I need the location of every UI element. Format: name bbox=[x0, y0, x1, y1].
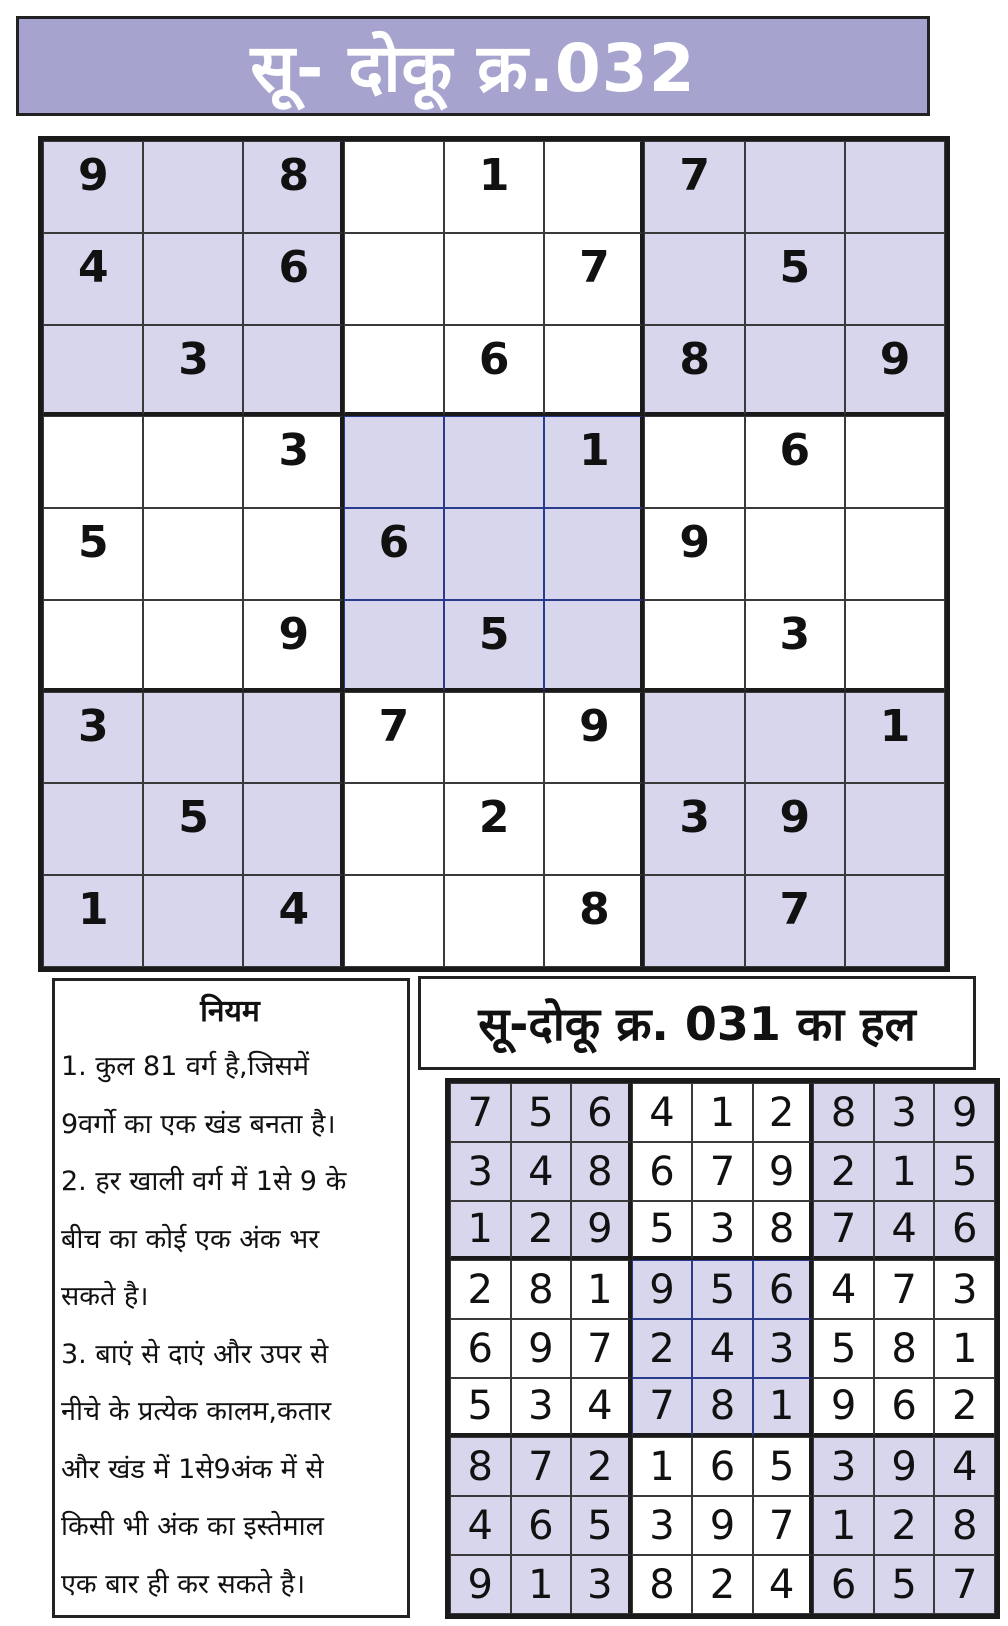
puzzle-cell[interactable] bbox=[243, 600, 343, 692]
cell-digit: 9 bbox=[679, 517, 710, 569]
solution-cell bbox=[813, 1083, 874, 1142]
cell-digit: 3 bbox=[178, 333, 209, 385]
solution-cell bbox=[753, 1319, 814, 1378]
puzzle-cell[interactable] bbox=[845, 508, 945, 600]
puzzle-cell[interactable] bbox=[745, 141, 845, 233]
puzzle-cell[interactable] bbox=[143, 783, 243, 875]
puzzle-cell[interactable] bbox=[143, 508, 243, 600]
cell-digit: 7 bbox=[587, 1325, 613, 1372]
cell-digit: 1 bbox=[478, 150, 510, 201]
cell-digit: 3 bbox=[951, 1266, 978, 1313]
puzzle-cell[interactable] bbox=[243, 141, 343, 233]
cell-digit: 1 bbox=[78, 884, 109, 936]
cell-digit: 7 bbox=[378, 700, 410, 752]
solution-cell bbox=[874, 1260, 935, 1319]
puzzle-cell[interactable] bbox=[43, 325, 143, 417]
puzzle-cell[interactable] bbox=[243, 508, 343, 600]
puzzle-cell[interactable] bbox=[444, 325, 544, 417]
cell-digit: 5 bbox=[467, 1383, 493, 1429]
solution-cell bbox=[511, 1378, 572, 1437]
rule-line: 2. हर खाली वर्ग में 1से 9 के bbox=[61, 1166, 347, 1197]
puzzle-cell[interactable] bbox=[544, 325, 644, 417]
cell-digit: 3 bbox=[278, 425, 310, 477]
puzzle-cell[interactable] bbox=[243, 233, 343, 325]
puzzle-cell[interactable] bbox=[544, 416, 644, 508]
puzzle-cell[interactable] bbox=[43, 141, 143, 233]
cell-digit: 2 bbox=[649, 1325, 675, 1372]
cell-digit: 9 bbox=[467, 1561, 493, 1608]
solution-cell bbox=[753, 1201, 814, 1260]
solution-cell bbox=[450, 1437, 511, 1496]
puzzle-cell[interactable] bbox=[344, 783, 444, 875]
cell-digit: 8 bbox=[467, 1443, 493, 1490]
cell-digit: 5 bbox=[779, 241, 811, 293]
puzzle-cell[interactable] bbox=[43, 692, 143, 784]
cell-digit: 5 bbox=[768, 1443, 795, 1490]
puzzle-title-banner bbox=[16, 16, 930, 116]
solution-cell bbox=[813, 1260, 874, 1319]
rule-line: और खंड में 1से9अंक में से bbox=[61, 1453, 324, 1485]
puzzle-cell[interactable] bbox=[143, 141, 243, 233]
puzzle-cell[interactable] bbox=[644, 875, 744, 967]
cell-digit: 9 bbox=[768, 1148, 795, 1195]
puzzle-cell[interactable] bbox=[845, 141, 945, 233]
puzzle-cell[interactable] bbox=[143, 233, 243, 325]
cell-digit: 1 bbox=[579, 425, 610, 477]
solution-cell bbox=[874, 1437, 935, 1496]
rule-line: 3. बाएं से दाएं और उपर से bbox=[61, 1338, 329, 1370]
puzzle-cell[interactable] bbox=[644, 600, 744, 692]
solution-cell bbox=[450, 1201, 511, 1260]
cell-digit: 7 bbox=[709, 1148, 736, 1195]
puzzle-cell[interactable] bbox=[544, 233, 644, 325]
solution-cell bbox=[813, 1319, 874, 1378]
solution-cell bbox=[692, 1378, 753, 1437]
puzzle-cell[interactable] bbox=[243, 875, 343, 967]
cell-digit: 3 bbox=[78, 700, 109, 752]
puzzle-cell[interactable] bbox=[243, 416, 343, 508]
cell-digit: 1 bbox=[528, 1561, 554, 1608]
cell-digit: 5 bbox=[478, 608, 510, 660]
solution-cell bbox=[753, 1555, 814, 1614]
solution-cell bbox=[692, 1083, 753, 1142]
cell-digit: 3 bbox=[830, 1443, 857, 1490]
cell-digit: 3 bbox=[467, 1148, 493, 1195]
cell-digit: 5 bbox=[709, 1266, 736, 1313]
solution-cell bbox=[511, 1142, 572, 1201]
solution-cell bbox=[511, 1555, 572, 1614]
solution-title-box bbox=[418, 976, 976, 1070]
rule-line: 9वर्गो का एक खंड बनता है। bbox=[61, 1108, 336, 1140]
cell-digit: 1 bbox=[467, 1206, 493, 1252]
cell-digit: 4 bbox=[78, 241, 109, 293]
cell-digit: 8 bbox=[579, 884, 610, 936]
cell-digit: 7 bbox=[679, 150, 710, 201]
puzzle-cell[interactable] bbox=[143, 692, 243, 784]
solution-cell bbox=[874, 1201, 935, 1260]
solution-cell bbox=[753, 1260, 814, 1319]
puzzle-cell[interactable] bbox=[845, 325, 945, 417]
cell-digit: 7 bbox=[779, 884, 811, 936]
cell-digit: 7 bbox=[951, 1561, 978, 1608]
puzzle-cell[interactable] bbox=[845, 875, 945, 967]
cell-digit: 8 bbox=[830, 1089, 857, 1136]
cell-digit: 9 bbox=[830, 1383, 857, 1429]
solution-cell bbox=[753, 1496, 814, 1555]
puzzle-cell[interactable] bbox=[644, 233, 744, 325]
solution-cell bbox=[450, 1142, 511, 1201]
cell-digit: 7 bbox=[579, 241, 610, 293]
cell-digit: 4 bbox=[830, 1266, 857, 1313]
puzzle-cell[interactable] bbox=[444, 141, 544, 233]
solution-cell bbox=[753, 1083, 814, 1142]
cell-digit: 8 bbox=[278, 150, 310, 201]
puzzle-cell[interactable] bbox=[444, 692, 544, 784]
solution-cell bbox=[813, 1378, 874, 1437]
solution-cell bbox=[632, 1319, 693, 1378]
solution-cell bbox=[450, 1083, 511, 1142]
puzzle-cell[interactable] bbox=[544, 783, 644, 875]
rules-heading: नियम bbox=[200, 994, 260, 1029]
cell-digit: 3 bbox=[768, 1325, 795, 1372]
cell-digit: 4 bbox=[709, 1325, 736, 1372]
solution-cell bbox=[511, 1437, 572, 1496]
cell-digit: 6 bbox=[467, 1325, 493, 1372]
cell-digit: 8 bbox=[528, 1266, 554, 1313]
solution-cell bbox=[632, 1555, 693, 1614]
cell-digit: 5 bbox=[891, 1561, 917, 1608]
puzzle-cell[interactable] bbox=[243, 783, 343, 875]
cell-digit: 9 bbox=[951, 1089, 978, 1136]
puzzle-cell[interactable] bbox=[43, 233, 143, 325]
cell-digit: 6 bbox=[779, 425, 811, 477]
puzzle-cell[interactable] bbox=[845, 783, 945, 875]
solution-cell bbox=[450, 1260, 511, 1319]
cell-digit: 5 bbox=[830, 1325, 857, 1372]
puzzle-cell[interactable] bbox=[745, 416, 845, 508]
puzzle-cell[interactable] bbox=[344, 141, 444, 233]
puzzle-cell[interactable] bbox=[444, 783, 544, 875]
cell-digit: 2 bbox=[467, 1266, 493, 1313]
cell-digit: 4 bbox=[768, 1561, 795, 1608]
puzzle-cell[interactable] bbox=[444, 416, 544, 508]
solution-cell bbox=[632, 1201, 693, 1260]
solution-cell bbox=[571, 1496, 632, 1555]
solution-cell bbox=[571, 1378, 632, 1437]
cell-digit: 7 bbox=[649, 1383, 675, 1429]
cell-digit: 6 bbox=[951, 1206, 978, 1252]
solution-cell bbox=[692, 1496, 753, 1555]
puzzle-title: सू- दोकू क्र.032 bbox=[250, 30, 696, 107]
cell-digit: 2 bbox=[478, 792, 510, 844]
puzzle-cell[interactable] bbox=[444, 875, 544, 967]
cell-digit: 8 bbox=[891, 1325, 917, 1372]
cell-digit: 9 bbox=[649, 1266, 675, 1313]
puzzle-cell[interactable] bbox=[644, 325, 744, 417]
solution-cell bbox=[571, 1260, 632, 1319]
cell-digit: 6 bbox=[278, 241, 310, 293]
solution-cell bbox=[692, 1555, 753, 1614]
solution-cell bbox=[511, 1496, 572, 1555]
puzzle-cell[interactable] bbox=[43, 508, 143, 600]
rule-line: 1. कुल 81 वर्ग है,जिसमें bbox=[61, 1051, 310, 1082]
cell-digit: 4 bbox=[891, 1206, 917, 1252]
cell-digit: 4 bbox=[278, 884, 310, 936]
cell-digit: 4 bbox=[951, 1443, 978, 1490]
cell-digit: 7 bbox=[467, 1089, 493, 1136]
cell-digit: 6 bbox=[768, 1266, 795, 1313]
solution-cell bbox=[813, 1496, 874, 1555]
puzzle-cell[interactable] bbox=[243, 325, 343, 417]
puzzle-cell[interactable] bbox=[544, 600, 644, 692]
cell-digit: 8 bbox=[587, 1148, 613, 1195]
solution-cell bbox=[511, 1319, 572, 1378]
rule-line: बीच का कोई एक अंक भर bbox=[61, 1223, 320, 1255]
solution-cell bbox=[511, 1260, 572, 1319]
cell-digit: 2 bbox=[951, 1383, 978, 1429]
puzzle-cell[interactable] bbox=[344, 875, 444, 967]
solution-cell bbox=[934, 1555, 995, 1614]
solution-cell bbox=[874, 1319, 935, 1378]
sudoku-solution-grid bbox=[445, 1078, 1000, 1619]
puzzle-cell[interactable] bbox=[745, 233, 845, 325]
solution-cell bbox=[874, 1083, 935, 1142]
puzzle-cell[interactable] bbox=[644, 508, 744, 600]
cell-digit: 6 bbox=[830, 1561, 857, 1608]
puzzle-cell[interactable] bbox=[544, 508, 644, 600]
puzzle-cell[interactable] bbox=[143, 325, 243, 417]
solution-cell bbox=[632, 1260, 693, 1319]
cell-digit: 5 bbox=[649, 1206, 675, 1252]
cell-digit: 4 bbox=[467, 1502, 493, 1549]
solution-cell bbox=[571, 1555, 632, 1614]
rule-line: एक बार ही कर सकते है। bbox=[61, 1568, 306, 1600]
solution-cell bbox=[813, 1201, 874, 1260]
solution-cell bbox=[692, 1201, 753, 1260]
cell-digit: 9 bbox=[891, 1443, 917, 1490]
cell-digit: 3 bbox=[587, 1561, 613, 1608]
cell-digit: 9 bbox=[528, 1325, 554, 1372]
solution-title: सू-दोकू क्र. 031 का हल bbox=[478, 997, 916, 1051]
puzzle-cell[interactable] bbox=[344, 325, 444, 417]
cell-digit: 2 bbox=[528, 1206, 554, 1252]
solution-cell bbox=[632, 1142, 693, 1201]
cell-digit: 6 bbox=[649, 1148, 675, 1195]
cell-digit: 1 bbox=[649, 1443, 675, 1490]
puzzle-cell[interactable] bbox=[845, 692, 945, 784]
cell-digit: 2 bbox=[830, 1148, 857, 1195]
rule-line: किसी भी अंक का इस्तेमाल bbox=[61, 1511, 324, 1542]
cell-digit: 3 bbox=[709, 1206, 736, 1252]
cell-digit: 1 bbox=[709, 1089, 736, 1136]
cell-digit: 3 bbox=[891, 1089, 917, 1136]
puzzle-cell[interactable] bbox=[644, 783, 744, 875]
cell-digit: 2 bbox=[709, 1561, 736, 1608]
cell-digit: 8 bbox=[679, 333, 710, 385]
solution-cell bbox=[874, 1142, 935, 1201]
rule-line: नीचे के प्रत्येक कालम,कतार bbox=[61, 1396, 332, 1427]
cell-digit: 1 bbox=[830, 1502, 857, 1549]
cell-digit: 6 bbox=[528, 1502, 554, 1549]
solution-cell bbox=[632, 1378, 693, 1437]
solution-cell bbox=[934, 1260, 995, 1319]
cell-digit: 8 bbox=[709, 1383, 736, 1429]
puzzle-cell[interactable] bbox=[243, 692, 343, 784]
puzzle-cell[interactable] bbox=[644, 692, 744, 784]
solution-cell bbox=[511, 1201, 572, 1260]
cell-digit: 6 bbox=[378, 517, 410, 569]
solution-cell bbox=[571, 1437, 632, 1496]
rules-panel bbox=[52, 978, 410, 1618]
cell-digit: 7 bbox=[830, 1206, 857, 1252]
solution-cell bbox=[632, 1437, 693, 1496]
cell-digit: 5 bbox=[178, 792, 209, 844]
puzzle-cell[interactable] bbox=[544, 875, 644, 967]
cell-digit: 5 bbox=[78, 517, 109, 569]
cell-digit: 6 bbox=[587, 1089, 613, 1136]
solution-cell bbox=[753, 1437, 814, 1496]
solution-cell bbox=[934, 1319, 995, 1378]
cell-digit: 1 bbox=[879, 700, 911, 752]
cell-digit: 1 bbox=[768, 1383, 795, 1429]
solution-cell bbox=[934, 1378, 995, 1437]
cell-digit: 5 bbox=[951, 1148, 978, 1195]
cell-digit: 8 bbox=[768, 1206, 795, 1252]
puzzle-cell[interactable] bbox=[444, 233, 544, 325]
puzzle-cell[interactable] bbox=[644, 416, 744, 508]
puzzle-cell[interactable] bbox=[444, 508, 544, 600]
solution-cell bbox=[692, 1437, 753, 1496]
solution-cell bbox=[934, 1142, 995, 1201]
cell-digit: 3 bbox=[679, 792, 710, 844]
solution-cell bbox=[692, 1142, 753, 1201]
puzzle-cell[interactable] bbox=[845, 600, 945, 692]
cell-digit: 5 bbox=[528, 1089, 554, 1136]
solution-cell bbox=[813, 1555, 874, 1614]
puzzle-cell[interactable] bbox=[43, 875, 143, 967]
puzzle-cell[interactable] bbox=[644, 141, 744, 233]
puzzle-cell[interactable] bbox=[745, 783, 845, 875]
cell-digit: 9 bbox=[579, 700, 610, 752]
cell-digit: 9 bbox=[278, 608, 310, 660]
puzzle-cell[interactable] bbox=[745, 325, 845, 417]
puzzle-cell[interactable] bbox=[344, 600, 444, 692]
puzzle-cell[interactable] bbox=[344, 508, 444, 600]
sudoku-puzzle-grid bbox=[38, 136, 950, 972]
puzzle-cell[interactable] bbox=[344, 416, 444, 508]
solution-cell bbox=[450, 1378, 511, 1437]
solution-cell bbox=[813, 1142, 874, 1201]
cell-digit: 2 bbox=[891, 1502, 917, 1549]
solution-cell bbox=[753, 1378, 814, 1437]
puzzle-cell[interactable] bbox=[544, 692, 644, 784]
solution-cell bbox=[692, 1260, 753, 1319]
puzzle-cell[interactable] bbox=[544, 141, 644, 233]
puzzle-cell[interactable] bbox=[344, 692, 444, 784]
puzzle-cell[interactable] bbox=[43, 416, 143, 508]
solution-cell bbox=[632, 1083, 693, 1142]
solution-cell bbox=[571, 1083, 632, 1142]
cell-digit: 8 bbox=[649, 1561, 675, 1608]
puzzle-cell[interactable] bbox=[745, 692, 845, 784]
cell-digit: 3 bbox=[649, 1502, 675, 1549]
solution-cell bbox=[571, 1142, 632, 1201]
solution-cell bbox=[450, 1555, 511, 1614]
cell-digit: 5 bbox=[587, 1502, 613, 1549]
puzzle-cell[interactable] bbox=[745, 875, 845, 967]
cell-digit: 3 bbox=[528, 1383, 554, 1429]
solution-cell bbox=[874, 1496, 935, 1555]
solution-cell bbox=[753, 1142, 814, 1201]
solution-cell bbox=[571, 1201, 632, 1260]
solution-cell bbox=[692, 1319, 753, 1378]
cell-digit: 6 bbox=[478, 333, 510, 385]
puzzle-cell[interactable] bbox=[845, 416, 945, 508]
cell-digit: 9 bbox=[709, 1502, 736, 1549]
puzzle-cell[interactable] bbox=[43, 600, 143, 692]
solution-cell bbox=[813, 1437, 874, 1496]
cell-digit: 8 bbox=[951, 1502, 978, 1549]
solution-cell bbox=[450, 1319, 511, 1378]
rule-line: सकते है। bbox=[61, 1281, 149, 1312]
solution-cell bbox=[632, 1496, 693, 1555]
cell-digit: 6 bbox=[709, 1443, 736, 1490]
solution-cell bbox=[934, 1083, 995, 1142]
solution-cell bbox=[934, 1496, 995, 1555]
cell-digit: 2 bbox=[587, 1443, 613, 1490]
solution-cell bbox=[511, 1083, 572, 1142]
cell-digit: 4 bbox=[649, 1089, 675, 1136]
solution-cell bbox=[934, 1201, 995, 1260]
cell-digit: 9 bbox=[879, 333, 911, 385]
cell-digit: 7 bbox=[528, 1443, 554, 1490]
cell-digit: 6 bbox=[891, 1383, 917, 1429]
cell-digit: 4 bbox=[528, 1148, 554, 1195]
cell-digit: 3 bbox=[779, 608, 811, 660]
puzzle-cell[interactable] bbox=[143, 416, 243, 508]
cell-digit: 7 bbox=[768, 1502, 795, 1549]
solution-cell bbox=[571, 1319, 632, 1378]
cell-digit: 2 bbox=[768, 1089, 795, 1136]
puzzle-cell[interactable] bbox=[444, 600, 544, 692]
cell-digit: 9 bbox=[78, 150, 109, 201]
solution-cell bbox=[934, 1437, 995, 1496]
solution-cell bbox=[874, 1555, 935, 1614]
cell-digit: 1 bbox=[951, 1325, 978, 1372]
cell-digit: 4 bbox=[587, 1383, 613, 1429]
puzzle-cell[interactable] bbox=[43, 783, 143, 875]
cell-digit: 1 bbox=[891, 1148, 917, 1195]
puzzle-cell[interactable] bbox=[143, 600, 243, 692]
puzzle-cell[interactable] bbox=[845, 233, 945, 325]
solution-cell bbox=[450, 1496, 511, 1555]
puzzle-cell[interactable] bbox=[143, 875, 243, 967]
cell-digit: 7 bbox=[891, 1266, 917, 1313]
puzzle-cell[interactable] bbox=[745, 508, 845, 600]
solution-cell bbox=[874, 1378, 935, 1437]
puzzle-cell[interactable] bbox=[344, 233, 444, 325]
cell-digit: 9 bbox=[587, 1206, 613, 1252]
puzzle-cell[interactable] bbox=[745, 600, 845, 692]
cell-digit: 9 bbox=[779, 792, 811, 844]
cell-digit: 1 bbox=[587, 1266, 613, 1313]
